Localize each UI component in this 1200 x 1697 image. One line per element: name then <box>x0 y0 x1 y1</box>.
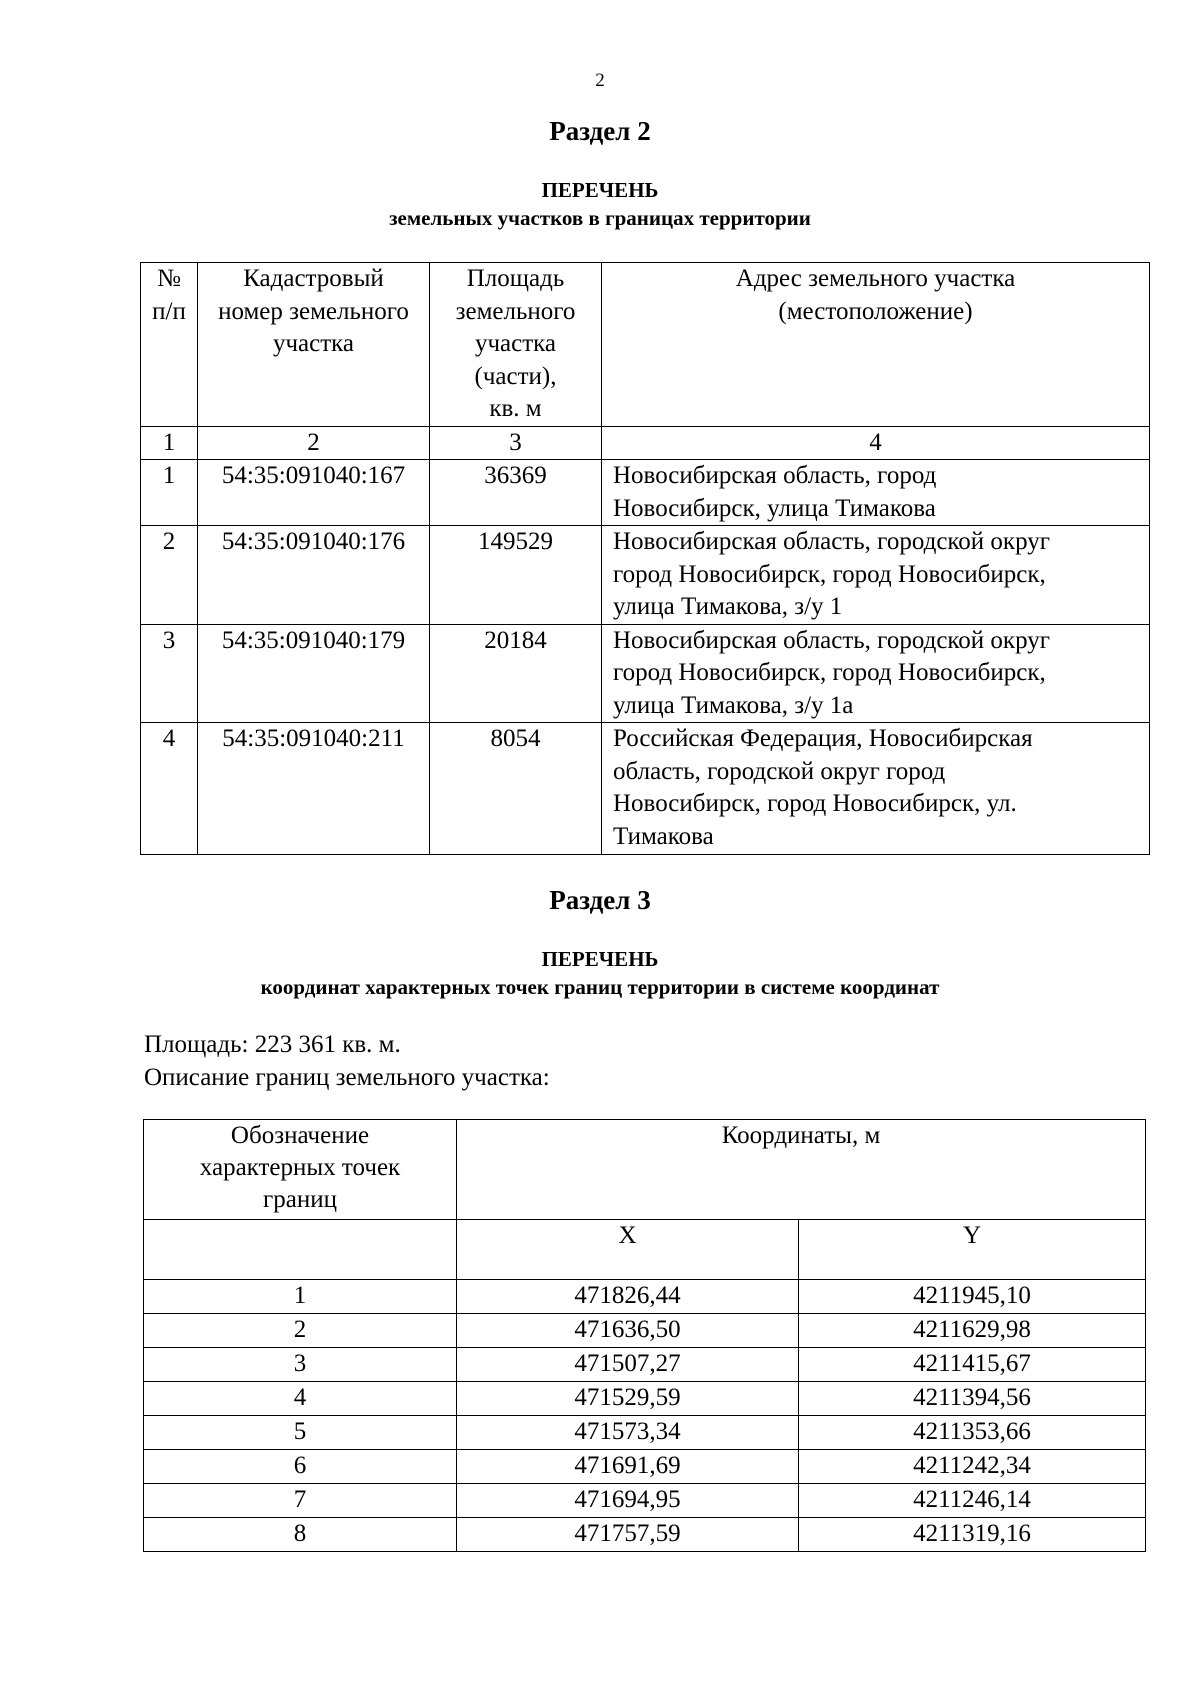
coords-subheader-row <box>144 1220 1146 1280</box>
plot-area: 8054 <box>430 723 602 855</box>
cadastral-number: 54:35:091040:176 <box>198 526 430 625</box>
point-label: 1 <box>144 1280 457 1314</box>
point-label: 4 <box>144 1382 457 1416</box>
table-row <box>144 1314 1146 1348</box>
column-number: 4 <box>602 426 1150 460</box>
plot-area: 149529 <box>430 526 602 625</box>
column-number: 1 <box>141 426 198 460</box>
plot-address: Новосибирская область, городской округ город Новосибирск, город Новосибирск, улица Тимакова, з/у 1а <box>602 624 1150 723</box>
coord-x: 471573,34 <box>457 1416 799 1450</box>
section-3-heading-line2: координат характерных точек границ территории в системе координат <box>260 975 940 999</box>
coord-x: 471694,95 <box>457 1484 799 1518</box>
cadastral-number: 54:35:091040:211 <box>198 723 430 855</box>
point-label: 2 <box>144 1314 457 1348</box>
row-number: 3 <box>141 624 198 723</box>
coord-y: 4211319,16 <box>799 1518 1146 1552</box>
table-row <box>141 460 1150 526</box>
coord-y: 4211629,98 <box>799 1314 1146 1348</box>
table-row <box>144 1518 1146 1552</box>
header-y: Y <box>799 1220 1146 1280</box>
page-number: 2 <box>595 70 605 91</box>
cadastral-number: 54:35:091040:167 <box>198 460 430 526</box>
table-row <box>144 1382 1146 1416</box>
land-plots-table <box>140 262 1150 855</box>
boundary-description-text: Описание границ земельного участка: <box>144 1064 550 1091</box>
header-address: Адрес земельного участка (местоположение) <box>602 263 1150 427</box>
table-row <box>144 1450 1146 1484</box>
row-number: 1 <box>141 460 198 526</box>
plot-area: 20184 <box>430 624 602 723</box>
coord-y: 4211242,34 <box>799 1450 1146 1484</box>
table-row <box>144 1484 1146 1518</box>
section-2-heading-line1: ПЕРЕЧЕНЬ <box>541 178 659 202</box>
table-row <box>141 526 1150 625</box>
plot-area: 36369 <box>430 460 602 526</box>
row-number: 4 <box>141 723 198 855</box>
table-row <box>144 1348 1146 1382</box>
header-area: Площадь земельного участка (части), кв. м <box>430 263 602 427</box>
column-number: 2 <box>198 426 430 460</box>
table-row <box>141 723 1150 855</box>
section-2-title: Раздел 2 <box>549 116 651 146</box>
coord-y: 4211394,56 <box>799 1382 1146 1416</box>
point-label: 8 <box>144 1518 457 1552</box>
coord-x: 471636,50 <box>457 1314 799 1348</box>
coordinates-table <box>143 1119 1146 1552</box>
coord-y: 4211945,10 <box>799 1280 1146 1314</box>
section-3-heading-line1: ПЕРЕЧЕНЬ <box>541 947 659 971</box>
header-point: Обозначение характерных точек границ <box>144 1120 457 1220</box>
section-2-heading <box>0 176 1200 232</box>
column-number: 3 <box>430 426 602 460</box>
table-row <box>144 1416 1146 1450</box>
plot-address: Новосибирская область, город Новосибирск, улица Тимакова <box>602 460 1150 526</box>
header-number: № п/п <box>141 263 198 427</box>
table-header-row <box>141 263 1150 427</box>
header-coordinates: Координаты, м <box>457 1120 1146 1220</box>
coords-header-row <box>144 1120 1146 1220</box>
table-row <box>141 624 1150 723</box>
coord-x: 471691,69 <box>457 1450 799 1484</box>
cadastral-number: 54:35:091040:179 <box>198 624 430 723</box>
plot-address: Российская Федерация, Новосибирская область, городской округ город Новосибирск, город Новосибирск, ул. Тимакова <box>602 723 1150 855</box>
column-numbering-row <box>141 426 1150 460</box>
header-empty <box>144 1220 457 1280</box>
row-number: 2 <box>141 526 198 625</box>
section-3-title: Раздел 3 <box>549 885 651 915</box>
coord-x: 471826,44 <box>457 1280 799 1314</box>
point-label: 5 <box>144 1416 457 1450</box>
plot-address: Новосибирская область, городской округ город Новосибирск, город Новосибирск, улица Тимакова, з/у 1 <box>602 526 1150 625</box>
coord-x: 471507,27 <box>457 1348 799 1382</box>
area-text: Площадь: 223 361 кв. м. <box>144 1031 401 1058</box>
section-3-heading <box>0 945 1200 1001</box>
coord-x: 471529,59 <box>457 1382 799 1416</box>
table-row <box>144 1280 1146 1314</box>
section-2-heading-line2: земельных участков в границах территории <box>389 206 811 230</box>
coord-y: 4211246,14 <box>799 1484 1146 1518</box>
header-cadastral: Кадастровый номер земельного участка <box>198 263 430 427</box>
header-x: X <box>457 1220 799 1280</box>
point-label: 3 <box>144 1348 457 1382</box>
point-label: 7 <box>144 1484 457 1518</box>
coord-y: 4211353,66 <box>799 1416 1146 1450</box>
coord-x: 471757,59 <box>457 1518 799 1552</box>
point-label: 6 <box>144 1450 457 1484</box>
coord-y: 4211415,67 <box>799 1348 1146 1382</box>
